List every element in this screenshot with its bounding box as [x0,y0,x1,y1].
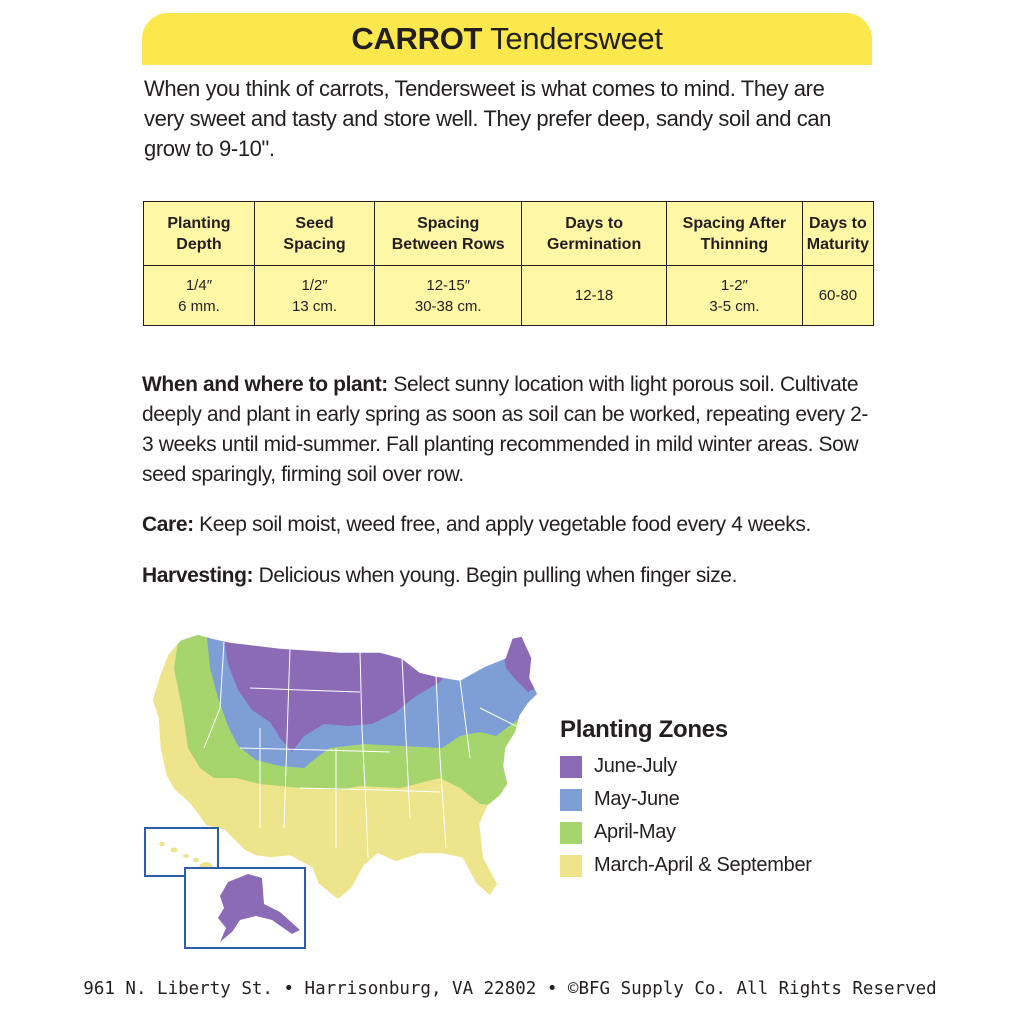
legend-swatch [560,789,582,811]
header-spacing-after-thinning: Spacing After Thinning [666,202,802,266]
harvest-text: Delicious when young. Begin pulling when finger size. [253,564,738,587]
specs-value-row [144,266,874,326]
legend-label: June-July [594,755,677,777]
legend-label: April-May [594,821,676,843]
care-label: Care: [142,513,194,536]
header-seed-spacing: Seed Spacing [254,202,374,266]
vegetable-name: CARROT [351,21,483,56]
value-seed-spacing: 1/2″ 13 cm. [254,266,374,326]
legend-item-april-may [560,816,812,849]
legend-item-june-july [560,750,812,783]
when-where-to-plant [142,370,877,490]
value-days-to-maturity: 60-80 [802,266,873,326]
value-spacing-after-thinning: 1-2″ 3-5 cm. [666,266,802,326]
care-instructions [142,510,877,540]
header-days-to-maturity: Days to Maturity [802,202,873,266]
legend-title: Planting Zones [560,716,728,743]
planting-zone-map [140,628,560,958]
harvest-label: Harvesting: [142,564,254,587]
legend-item-march-april-september [560,849,812,882]
footer-address: 961 N. Liberty St. • Harrisonburg, VA 22802 • ©BFG Supply Co. All Rights Reserved [83,979,937,999]
plant-label: When and where to plant: [142,373,388,396]
legend-swatch [560,855,582,877]
legend-label: March-April & September [594,854,812,876]
specs-header-row [144,202,874,266]
intro-description: When you think of carrots, Tendersweet is what comes to mind. They are very sweet and tasty and store well. They prefer deep, sandy soil and can grow to 9-10". [144,76,832,161]
header-days-to-germination: Days to Germination [522,202,667,266]
harvesting-instructions [142,561,877,591]
legend-swatch [560,822,582,844]
variety-name: Tendersweet [490,21,663,56]
care-text: Keep soil moist, weed free, and apply vegetable food every 4 weeks. [193,513,811,536]
header-spacing-between-rows: Spacing Between Rows [375,202,522,266]
value-planting-depth: 1/4″ 6 mm. [144,266,255,326]
value-spacing-between-rows: 12-15″ 30-38 cm. [375,266,522,326]
legend-swatch [560,756,582,778]
planting-specs-table [143,201,874,326]
plant-text: Select sunny location with light porous soil. Cultivate deeply and plant in early spring as soon as soil can be worked, repeating every 2-3 weeks until mid-summer. Fall planting recommended in mild winter areas. Sow seed sparingly, firming soil over row. [142,373,868,486]
value-days-to-germination: 12-18 [522,266,667,326]
header-planting-depth: Planting Depth [144,202,255,266]
legend-label: May-June [594,788,680,810]
packet-title-banner [142,13,872,65]
planting-zones-legend [560,716,812,882]
legend-item-may-june [560,783,812,816]
